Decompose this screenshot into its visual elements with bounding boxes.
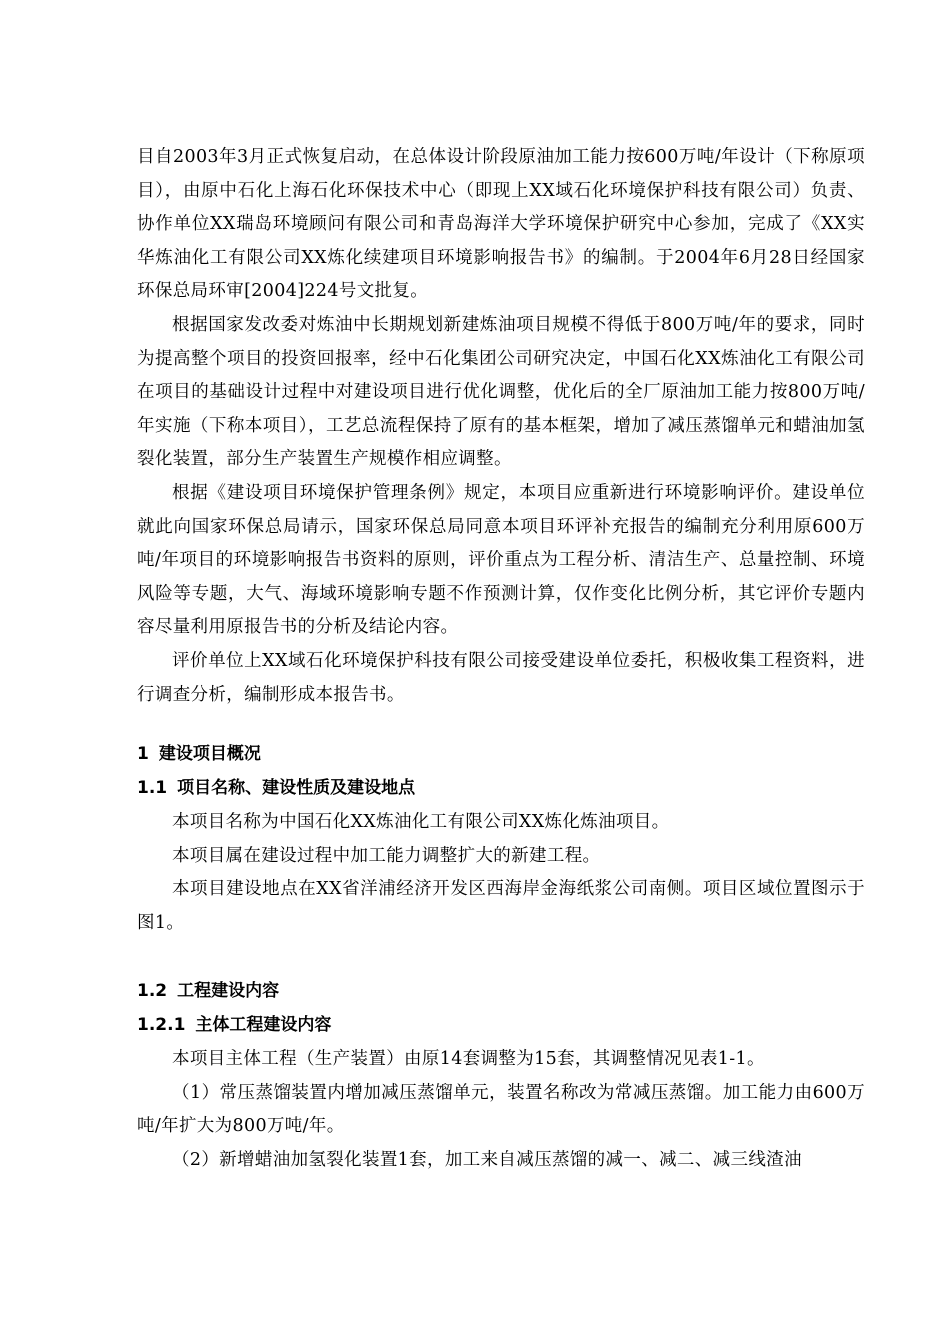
section-1-2-1-paragraph-3: （2）新增蜡油加氢裂化装置1套，加工来自减压蒸馏的减一、减二、减三线渣油 — [172, 1149, 802, 1170]
section-title: 工程建设内容 — [177, 981, 280, 1001]
section-1-2-1-text-block — [137, 1043, 865, 1177]
intro-paragraph-3: 根据《建设项目环境保护管理条例》规定，本项目应重新进行环境影响评价。建设单位就此向国家环保总局请示，国家环保总局同意本项目环评补充报告的编制充分利用原600万吨/年项目的环境影响报告书资料的原则，评价重点为工程分析、清洁生产、总量控制、环境风险等专题，大气、海域环境影响专题不作预测计算，仅作变化比例分析，其它评价专题内容尽量利用原报告书的分析及结论内容。 — [137, 482, 865, 638]
section-title: 建设项目概况 — [158, 744, 261, 764]
section-1-2-1-paragraph-1: 本项目主体工程（生产装置）由原14套调整为15套，其调整情况见表1-1。 — [172, 1049, 765, 1069]
section-1-heading — [137, 738, 261, 772]
section-1-1-paragraph-3: 本项目建设地点在XX省洋浦经济开发区西海岸金海纸浆公司南侧。项目区域位置图示于图1。 — [137, 879, 865, 933]
intro-paragraph-4: 评价单位上XX域石化环境保护科技有限公司接受建设单位委托，积极收集工程资料，进行调查分析，编制形成本报告书。 — [137, 650, 865, 705]
section-number: 1 — [137, 744, 149, 764]
section-1-2-1-paragraph-2: （1）常压蒸馏装置内增加减压蒸馏单元，装置名称改为常减压蒸馏。加工能力由600万吨/年扩大为800万吨/年。 — [137, 1082, 865, 1137]
section-number: 1.2 — [137, 981, 168, 1001]
section-title: 项目名称、建设性质及建设地点 — [177, 778, 416, 798]
section-number: 1.1 — [137, 778, 168, 798]
section-1-2-heading — [137, 975, 279, 1009]
section-1-1-heading — [137, 772, 415, 806]
section-1-1-paragraph-1: 本项目名称为中国石化XX炼油化工有限公司XX炼化炼油项目。 — [172, 812, 670, 832]
intro-paragraph-2: 根据国家发改委对炼油中长期规划新建炼油项目规模不得低于800万吨/年的要求，同时为提高整个项目的投资回报率，经中石化集团公司研究决定，中国石化XX炼油化工有限公司在项目的基础设计过程中对建设项目进行优化调整，优化后的全厂原油加工能力按800万吨/年实施（下称本项目），工艺总流程保持了原有的基本框架，增加了减压蒸馏单元和蜡油加氢裂化装置，部分生产装置生产规模作相应调整。 — [137, 314, 865, 470]
section-1-1-paragraph-2: 本项目属在建设过程中加工能力调整扩大的新建工程。 — [172, 845, 601, 866]
section-title: 主体工程建设内容 — [195, 1015, 332, 1035]
intro-text-block — [137, 141, 865, 712]
section-number: 1.2.1 — [137, 1015, 186, 1035]
section-1-2-1-heading — [137, 1009, 331, 1043]
section-1-1-text-block — [137, 806, 865, 940]
intro-paragraph-1: 目自2003年3月正式恢复启动，在总体设计阶段原油加工能力按600万吨/年设计（下称原项目），由原中石化上海石化环保技术中心（即现上XX域石化环境保护科技有限公司）负责、协作单位XX瑞岛环境顾问有限公司和青岛海洋大学环境保护研究中心参加，完成了《XX实华炼油化工有限公司XX炼化续建项目环境影响报告书》的编制。于2004年6月28日经国家环保总局环审[2004]224号文批复。 — [137, 147, 865, 302]
